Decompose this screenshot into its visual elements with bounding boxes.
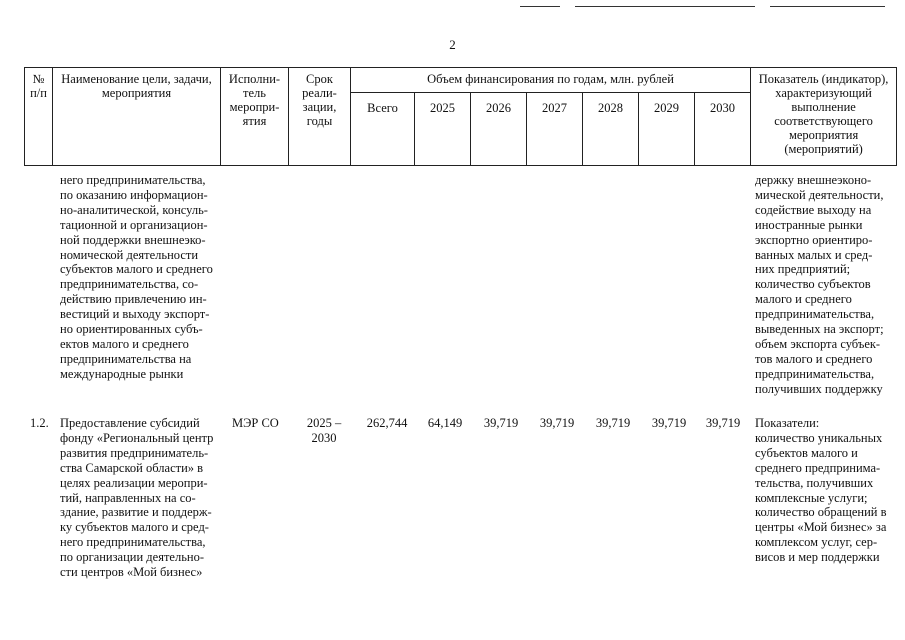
text-line: но ориентированных субъ- — [60, 322, 203, 337]
header-year: 2027 — [527, 93, 583, 166]
row-total: 262,744 — [366, 416, 408, 430]
text-line: количество уникальных — [755, 430, 883, 445]
text-line: предпринимательства на — [60, 351, 192, 366]
text-line: держку внешнеэконо- — [755, 173, 872, 187]
term-end: 2030 — [311, 430, 337, 445]
text-line: комплексные услуги; — [755, 490, 868, 505]
header-year: 2026 — [471, 93, 527, 166]
text-line: висов и мер поддержки — [755, 550, 880, 565]
text-line: экспортно ориентиро- — [755, 232, 873, 247]
continued-name — [60, 173, 217, 382]
text-line: него предпринимательства, — [60, 535, 206, 550]
header-num: № п/п — [25, 68, 53, 166]
text-line: ектов малого и среднего — [60, 336, 189, 351]
text-line: выведенных на экспорт; — [755, 322, 884, 337]
text-line: объем экспорта субъек- — [755, 336, 881, 351]
text-line: центры «Мой бизнес» за — [755, 520, 887, 535]
text-line: предпринимательства, — [755, 366, 875, 381]
header-year: 2030 — [695, 93, 751, 166]
text-line: целях реализации меропри- — [60, 475, 208, 490]
text-line: малого и среднего — [755, 292, 852, 307]
row-value: 39,719 — [483, 416, 519, 430]
text-line: фонду «Региональный центр — [60, 430, 214, 445]
text-line: здание, развитие и поддерж- — [60, 505, 212, 520]
text-line: тельства, получивших — [755, 475, 874, 490]
scan-edge-line — [575, 6, 755, 7]
text-line: количество субъектов — [755, 277, 871, 292]
term-start: 2025 – — [306, 416, 342, 430]
text-line: но-аналитической, консуль- — [60, 202, 208, 217]
row-value: 39,719 — [595, 416, 631, 430]
header-total: Всего — [351, 93, 415, 166]
text-line: количество обращений в — [755, 505, 887, 520]
page-number: 2 — [449, 37, 456, 52]
row-value: 39,719 — [651, 416, 687, 430]
table-header — [24, 67, 897, 166]
text-line: по организации деятельно- — [60, 550, 205, 565]
row-indicator — [755, 416, 892, 565]
text-line: ной поддержки внешнеэко- — [60, 232, 206, 247]
text-line: тов малого и среднего — [755, 351, 873, 366]
text-line: предпринимательства, — [755, 307, 875, 322]
header-funding: Объем финансирования по годам, млн. рублей — [351, 68, 751, 93]
text-line: получивших поддержку — [755, 381, 883, 396]
continued-indicator — [755, 173, 892, 397]
header-year: 2025 — [415, 93, 471, 166]
text-line: по оказанию информацион- — [60, 187, 208, 202]
text-line: развития предприниматель- — [60, 445, 209, 460]
header-executor: Исполни- тель меропри- ятия — [221, 68, 289, 166]
scan-edge-line — [770, 6, 885, 7]
row-executor: МЭР СО — [232, 416, 279, 430]
text-line: среднего предпринима- — [755, 460, 881, 475]
header-year: 2029 — [639, 93, 695, 166]
row-value: 64,149 — [427, 416, 463, 430]
text-line: субъектов малого и среднего — [60, 262, 213, 277]
row-number: 1.2. — [30, 416, 49, 430]
text-line: международные рынки — [60, 366, 184, 381]
header-indicator: Показатель (индикатор), характеризующий выполнение соответствующего мероприятия (мероприятий) — [751, 68, 897, 166]
text-line: тационной и организацион- — [60, 217, 208, 232]
text-line: ства Самарской области» в — [60, 460, 204, 475]
scan-edge-line — [520, 6, 560, 7]
text-line: субъектов малого и — [755, 445, 858, 460]
text-line: них предприятий; — [755, 262, 851, 277]
header-term: Срок реали- зации, годы — [289, 68, 351, 166]
text-line: предпринимательства, со- — [60, 277, 199, 292]
text-line: ванных малых и сред- — [755, 247, 873, 262]
text-line: вестиций и выходу экспорт- — [60, 307, 210, 322]
text-line: иностранные рынки — [755, 217, 863, 232]
text-line: номической деятельности — [60, 247, 199, 262]
text-line: него предпринимательства, — [60, 173, 206, 187]
text-line: Предоставление субсидий — [60, 416, 200, 430]
row-name — [60, 416, 217, 580]
text-line: комплексом услуг, сер- — [755, 535, 878, 550]
text-line: содействие выходу на — [755, 202, 872, 217]
row-term — [298, 416, 350, 446]
row-value: 39,719 — [539, 416, 575, 430]
text-line: мической деятельности, — [755, 187, 884, 202]
header-name: Наименование цели, задачи, мероприятия — [53, 68, 221, 166]
header-year: 2028 — [583, 93, 639, 166]
text-line: Показатели: — [755, 416, 820, 430]
row-value: 39,719 — [705, 416, 741, 430]
text-line: тий, направленных на со- — [60, 490, 196, 505]
text-line: ку субъектов малого и сред- — [60, 520, 209, 535]
text-line: действию привлечению ин- — [60, 292, 207, 307]
text-line: сти центров «Мой бизнес» — [60, 565, 203, 580]
